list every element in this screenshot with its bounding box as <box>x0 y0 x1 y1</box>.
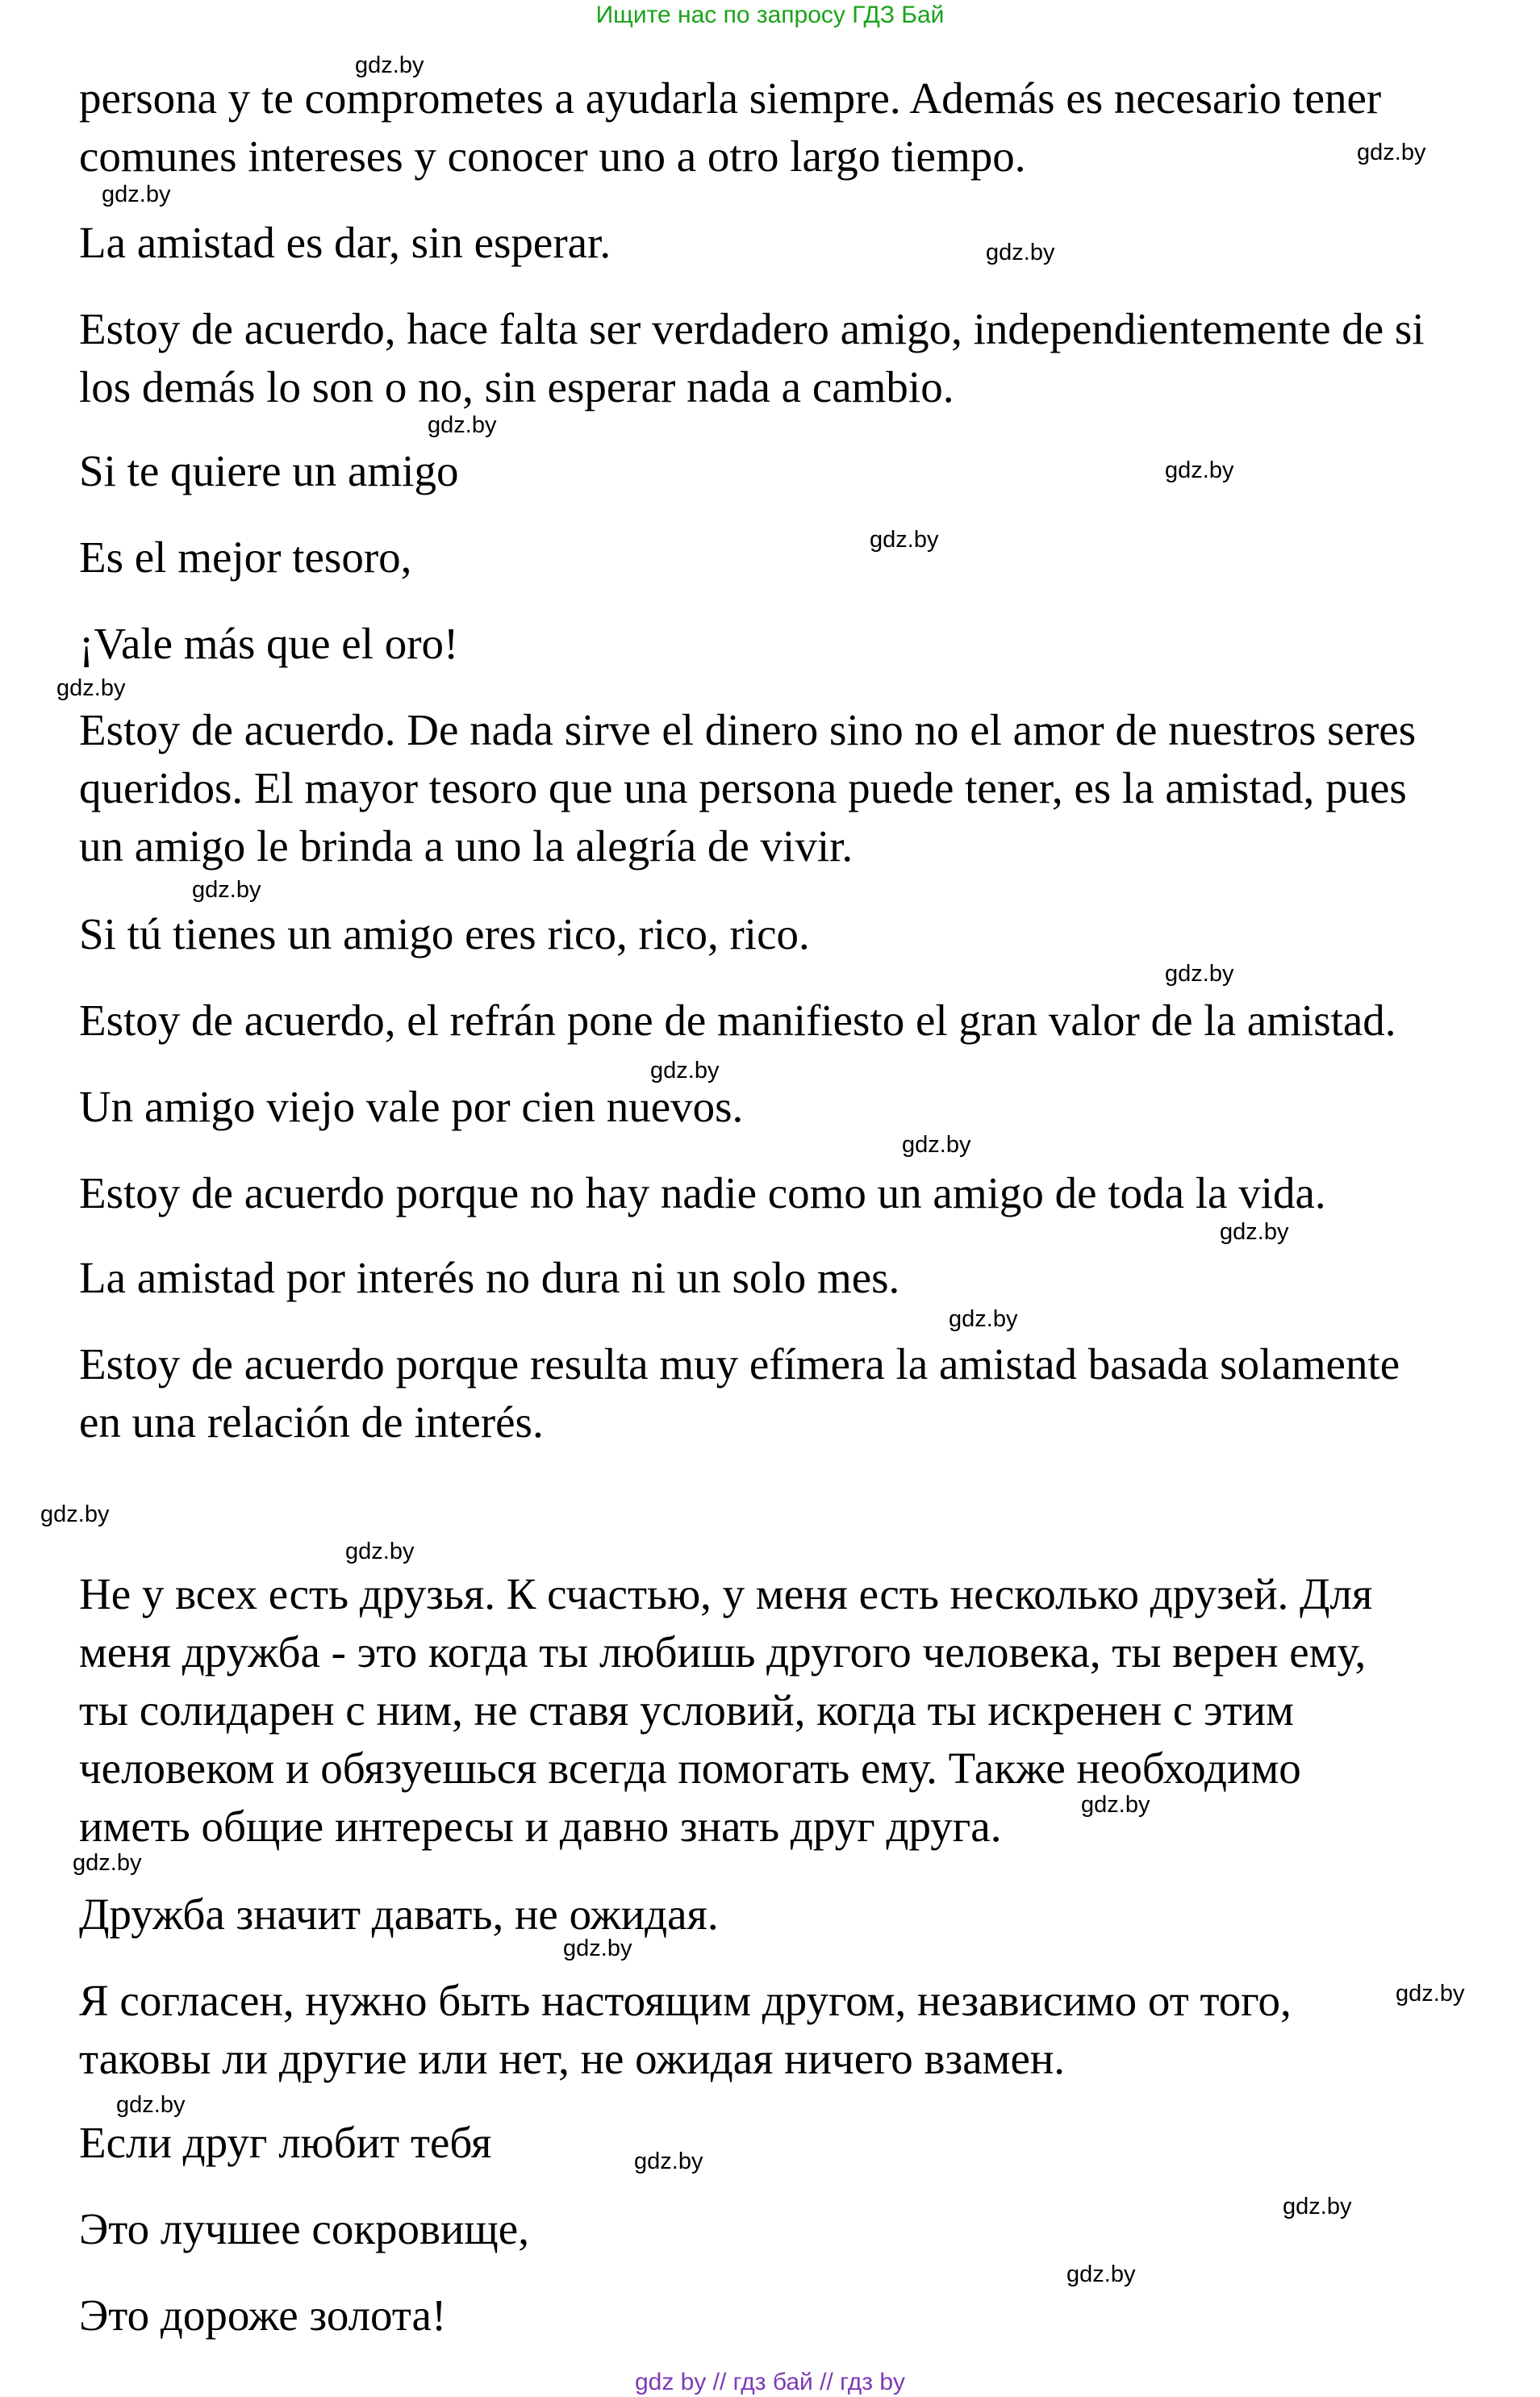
es-paragraph-9 <box>79 992 1396 1050</box>
text-line: La amistad por interés no dura ni un solo mes. <box>79 1253 900 1302</box>
text-line: Estoy de acuerdo porque no hay nadie como un amigo de toda la vida. <box>79 1168 1326 1217</box>
text-line: Дружба значит давать, не ожидая. <box>79 1890 719 1939</box>
watermark: gdz.by <box>1396 1981 1465 2007</box>
watermark: gdz.by <box>902 1132 971 1158</box>
ru-paragraph-4 <box>79 2114 491 2172</box>
text-line: Un amigo viejo vale por cien nuevos. <box>79 1082 744 1131</box>
text-line: ¡Vale más que el oro! <box>79 619 459 668</box>
text-line: en una relación de interés. <box>79 1397 544 1447</box>
text-line: queridos. El mayor tesoro que una persona puede tener, es la amistad, pues <box>79 763 1407 812</box>
ru-paragraph-5 <box>79 2200 529 2258</box>
text-line: иметь общие интересы и давно знать друг друга. <box>79 1802 1002 1851</box>
watermark: gdz.by <box>355 52 424 78</box>
text-line: таковы ли другие или нет, не ожидая ничего взамен. <box>79 2034 1066 2083</box>
text-line: Es el mejor tesoro, <box>79 532 412 582</box>
es-paragraph-13 <box>79 1335 1400 1451</box>
text-line: Это лучшее сокровище, <box>79 2204 529 2253</box>
watermark: gdz.by <box>870 527 939 553</box>
es-paragraph-6 <box>79 615 458 673</box>
watermark: gdz.by <box>650 1058 720 1084</box>
watermark: gdz.by <box>986 240 1055 265</box>
watermark: gdz.by <box>1357 140 1426 165</box>
watermark: gdz.by <box>1283 2194 1352 2220</box>
watermark: gdz.by <box>345 1539 415 1564</box>
watermark: gdz.by <box>949 1306 1018 1332</box>
es-paragraph-3 <box>79 300 1425 416</box>
es-paragraph-7 <box>79 701 1416 875</box>
text-line: Если друг любит тебя <box>79 2118 492 2167</box>
es-paragraph-11 <box>79 1164 1326 1222</box>
text-line: ты солидарен с ним, не ставя условий, когда ты искренен с этим <box>79 1685 1294 1735</box>
es-paragraph-2 <box>79 214 611 272</box>
text-line: los demás lo son o no, sin esperar nada a cambio. <box>79 362 954 411</box>
text-line: человеком и обязуешься всегда помогать ему. Также необходимо <box>79 1743 1301 1793</box>
text-line: Si tú tienes un amigo eres rico, rico, rico. <box>79 909 810 958</box>
es-paragraph-12 <box>79 1249 899 1307</box>
text-line: Estoy de acuerdo porque resulta muy efímera la amistad basada solamente <box>79 1339 1400 1389</box>
watermark: gdz.by <box>563 1936 632 1961</box>
watermark: gdz.by <box>1081 1792 1150 1818</box>
es-paragraph-10 <box>79 1078 743 1136</box>
watermark: gdz.by <box>1165 457 1234 483</box>
text-line: Не у всех есть друзья. К счастью, у меня есть несколько друзей. Для <box>79 1569 1373 1618</box>
watermark: gdz.by <box>102 182 171 207</box>
footer-links: gdz by // гдз бай // гдз by <box>634 2369 906 2395</box>
text-line: comunes intereses y conocer uno a otro largo tiempo. <box>79 132 1026 181</box>
watermark: gdz.by <box>1165 961 1234 987</box>
text-line: persona y te comprometes a ayudarla siempre. Además es necesario tener <box>79 73 1382 123</box>
text-line: меня дружба - это когда ты любишь другого человека, ты верен ему, <box>79 1627 1367 1677</box>
text-line: Estoy de acuerdo, hace falta ser verdadero amigo, independientemente de si <box>79 304 1425 353</box>
es-paragraph-5 <box>79 528 411 587</box>
watermark: gdz.by <box>192 877 261 903</box>
watermark: gdz.by <box>56 675 126 701</box>
ru-paragraph-3 <box>79 1972 1292 2088</box>
es-paragraph-4 <box>79 442 458 500</box>
watermark: gdz.by <box>1220 1219 1289 1245</box>
ru-paragraph-6 <box>79 2286 446 2345</box>
watermark: gdz.by <box>40 1501 110 1527</box>
es-paragraph-1 <box>79 69 1381 186</box>
text-line: Я согласен, нужно быть настоящим другом, независимо от того, <box>79 1976 1292 2025</box>
text-line: Estoy de acuerdo. De nada sirve el dinero sino no el amor de nuestros seres <box>79 705 1417 754</box>
watermark: gdz.by <box>634 2149 703 2174</box>
es-paragraph-8 <box>79 905 810 963</box>
text-line: Это дороже золота! <box>79 2291 447 2340</box>
watermark: gdz.by <box>116 2092 186 2118</box>
watermark: gdz.by <box>1066 2261 1136 2287</box>
text-line: La amistad es dar, sin esperar. <box>79 218 611 267</box>
text-line: Si te quiere un amigo <box>79 446 459 495</box>
text-line: Estoy de acuerdo, el refrán pone de manifiesto el gran valor de la amistad. <box>79 996 1396 1045</box>
ru-paragraph-1 <box>79 1565 1372 1856</box>
watermark: gdz.by <box>428 412 497 438</box>
header-banner: Ищите нас по запросу ГДЗ Бай <box>595 2 945 28</box>
text-line: un amigo le brinda a uno la alegría de vivir. <box>79 821 853 871</box>
watermark: gdz.by <box>73 1850 142 1876</box>
